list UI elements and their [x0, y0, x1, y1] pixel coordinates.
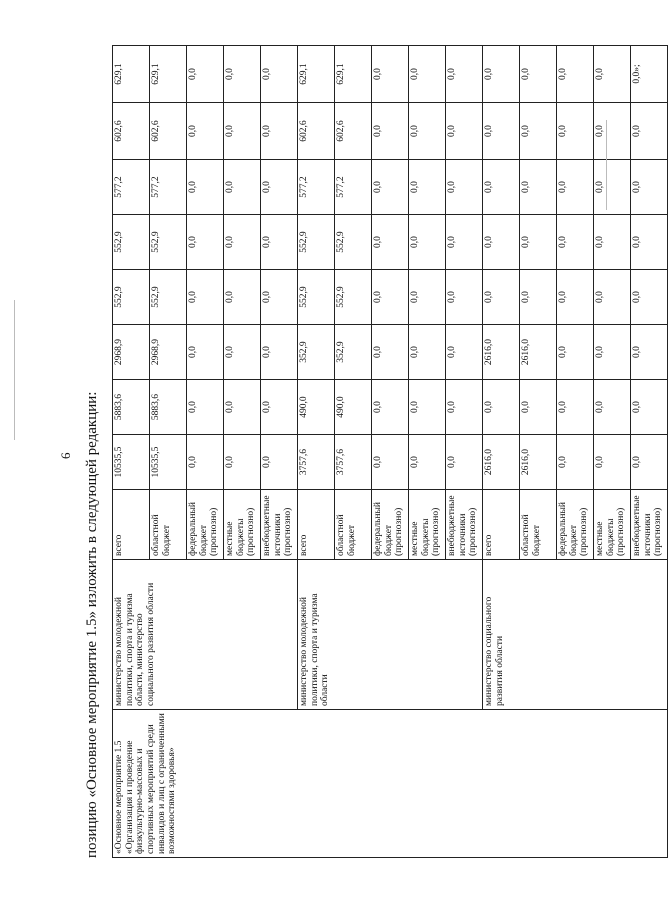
- value-cell: 10535,5: [150, 435, 187, 490]
- value-cell: 0,0: [520, 270, 557, 325]
- value-cell: 0,0: [594, 325, 631, 380]
- value-cell: 0,0: [557, 435, 594, 490]
- value-cell: 552,9: [335, 215, 372, 270]
- value-cell: 0,0: [372, 325, 409, 380]
- value-cell: 552,9: [298, 215, 335, 270]
- value-cell: 0,0: [520, 160, 557, 215]
- value-cell: 0,0: [187, 270, 224, 325]
- value-cell: 0,0: [520, 46, 557, 103]
- value-cell: 0,0: [224, 435, 261, 490]
- value-cell: 0,0: [409, 325, 446, 380]
- value-cell: 0,0: [261, 215, 298, 270]
- value-cell: 0,0: [261, 270, 298, 325]
- value-cell: 0,0: [594, 215, 631, 270]
- value-cell: 0,0: [224, 380, 261, 435]
- value-cell: 0,0: [557, 103, 594, 160]
- value-cell: 2968,9: [150, 325, 187, 380]
- value-cell: 0,0: [483, 270, 520, 325]
- value-cell: 629,1: [150, 46, 187, 103]
- value-cell: 0,0: [557, 215, 594, 270]
- funding-source-cell: федеральный бюджет (прогнозно): [557, 490, 594, 560]
- value-cell: 0,0: [446, 46, 483, 103]
- value-cell: 602,6: [335, 103, 372, 160]
- value-cell: 0,0: [187, 435, 224, 490]
- executor-cell: министерство молодежной политики, спорта и туризма области: [298, 560, 483, 710]
- value-cell: 0,0: [520, 215, 557, 270]
- value-cell: 0,0: [594, 380, 631, 435]
- value-cell: 0,0: [224, 160, 261, 215]
- value-cell: 629,1: [335, 46, 372, 103]
- value-cell: 0,0: [631, 160, 668, 215]
- value-cell: 552,9: [113, 215, 150, 270]
- value-cell: 0,0: [372, 380, 409, 435]
- value-cell: 602,6: [113, 103, 150, 160]
- value-cell: 0,0: [261, 325, 298, 380]
- funding-source-cell: областной бюджет: [150, 490, 187, 560]
- value-cell: 0,0: [446, 103, 483, 160]
- value-cell: 0,0: [557, 270, 594, 325]
- funding-source-cell: внебюджетные источники (прогнозно): [631, 490, 668, 560]
- value-cell: 0,0: [557, 46, 594, 103]
- value-cell: 0,0: [261, 435, 298, 490]
- value-cell: 0,0: [594, 103, 631, 160]
- value-cell: 0,0: [409, 380, 446, 435]
- funding-source-cell: всего: [113, 490, 150, 560]
- funding-source-cell: внебюджетные источники (прогнозно): [446, 490, 483, 560]
- value-cell: 0,0: [261, 380, 298, 435]
- value-cell: 0,0: [372, 160, 409, 215]
- page-number: 6: [58, 452, 73, 459]
- value-cell: 352,9: [298, 325, 335, 380]
- value-cell: 0,0: [409, 270, 446, 325]
- value-cell: 0,0: [187, 46, 224, 103]
- value-cell: 5883,6: [113, 380, 150, 435]
- value-cell: 5883,6: [150, 380, 187, 435]
- value-cell: 0,0: [187, 160, 224, 215]
- value-cell: 602,6: [150, 103, 187, 160]
- value-cell: 0,0: [409, 215, 446, 270]
- value-cell: 0,0: [446, 380, 483, 435]
- value-cell: 2616,0: [483, 435, 520, 490]
- value-cell: 0,0: [594, 46, 631, 103]
- value-cell: 0,0: [631, 103, 668, 160]
- value-cell: 0,0: [224, 325, 261, 380]
- scan-artifact: [606, 120, 607, 210]
- value-cell: 552,9: [150, 215, 187, 270]
- value-cell: 3757,6: [298, 435, 335, 490]
- value-cell: 0,0: [594, 160, 631, 215]
- value-cell: 0,0: [187, 103, 224, 160]
- funding-source-cell: местные бюджеты (прогнозно): [594, 490, 631, 560]
- value-cell: 0,0: [187, 215, 224, 270]
- value-cell: 2616,0: [483, 325, 520, 380]
- value-cell: 577,2: [298, 160, 335, 215]
- value-cell: 0,0: [594, 270, 631, 325]
- value-cell: 0,0: [520, 380, 557, 435]
- value-cell: 0,0: [224, 270, 261, 325]
- scan-artifact: [14, 300, 15, 440]
- value-cell: 2616,0: [520, 325, 557, 380]
- funding-source-cell: всего: [298, 490, 335, 560]
- value-cell: 0,0: [631, 325, 668, 380]
- value-cell: 0,0: [372, 435, 409, 490]
- value-cell: 2968,9: [113, 325, 150, 380]
- value-cell: 0,0: [594, 435, 631, 490]
- value-cell: 552,9: [150, 270, 187, 325]
- value-cell: 0,0: [372, 270, 409, 325]
- value-cell: 0,0: [224, 215, 261, 270]
- financing-table: [112, 45, 668, 858]
- value-cell: 0,0: [372, 46, 409, 103]
- value-cell: 0,0: [631, 380, 668, 435]
- value-cell: 0,0: [261, 103, 298, 160]
- value-cell: 552,9: [335, 270, 372, 325]
- value-cell: 352,9: [335, 325, 372, 380]
- measure-name-cell: «Основное мероприятие 1.5 «Организация и проведение физкультурно-массовых и спортивных мероприятий среди инвалидов и лиц с ограниченными возможностями здоровья»: [113, 710, 668, 858]
- value-cell: 552,9: [298, 270, 335, 325]
- value-cell: 577,2: [335, 160, 372, 215]
- value-cell: 577,2: [150, 160, 187, 215]
- value-cell: 0,0: [446, 215, 483, 270]
- value-cell: 0,0: [631, 270, 668, 325]
- value-cell: 0,0: [483, 215, 520, 270]
- executor-cell: министерство социального развития области: [483, 560, 668, 710]
- funding-source-cell: областной бюджет: [520, 490, 557, 560]
- value-cell: 0,0: [446, 160, 483, 215]
- value-cell: 490,0: [298, 380, 335, 435]
- value-cell: 2616,0: [520, 435, 557, 490]
- value-cell: 0,0: [557, 380, 594, 435]
- funding-source-cell: внебюджетные источники (прогнозно): [261, 490, 298, 560]
- value-cell: 10535,5: [113, 435, 150, 490]
- value-cell: 0,0: [261, 46, 298, 103]
- value-cell: 0,0: [483, 103, 520, 160]
- funding-source-cell: местные бюджеты (прогнозно): [224, 490, 261, 560]
- value-cell: 0,0: [409, 46, 446, 103]
- value-cell: 0,0: [483, 380, 520, 435]
- value-cell: 0,0: [372, 215, 409, 270]
- value-cell: 0,0: [187, 380, 224, 435]
- value-cell: 0,0: [446, 270, 483, 325]
- value-cell: 490,0: [335, 380, 372, 435]
- value-cell: 602,6: [298, 103, 335, 160]
- amendment-heading: позицию «Основное мероприятие 1.5» изложить в следующей редакции:: [84, 391, 100, 858]
- value-cell: 0,0: [557, 160, 594, 215]
- value-cell: 0,0»;: [631, 46, 668, 103]
- value-cell: 0,0: [409, 160, 446, 215]
- financing-table-body: [113, 46, 668, 858]
- value-cell: 0,0: [483, 160, 520, 215]
- value-cell: 552,9: [113, 270, 150, 325]
- value-cell: 0,0: [224, 46, 261, 103]
- value-cell: 0,0: [224, 103, 261, 160]
- value-cell: 0,0: [409, 435, 446, 490]
- funding-source-cell: местные бюджеты (прогнозно): [409, 490, 446, 560]
- value-cell: 0,0: [631, 435, 668, 490]
- value-cell: 0,0: [446, 435, 483, 490]
- value-cell: 577,2: [113, 160, 150, 215]
- value-cell: 0,0: [409, 103, 446, 160]
- value-cell: 0,0: [631, 215, 668, 270]
- table-row: [113, 46, 150, 858]
- value-cell: 0,0: [520, 103, 557, 160]
- funding-source-cell: федеральный бюджет (прогнозно): [372, 490, 409, 560]
- value-cell: 0,0: [483, 46, 520, 103]
- value-cell: 0,0: [372, 103, 409, 160]
- value-cell: 0,0: [261, 160, 298, 215]
- value-cell: 0,0: [557, 325, 594, 380]
- funding-source-cell: федеральный бюджет (прогнозно): [187, 490, 224, 560]
- funding-source-cell: областной бюджет: [335, 490, 372, 560]
- value-cell: 629,1: [298, 46, 335, 103]
- executor-cell: министерство молодежной политики, спорта и туризма области, министерство социального развития области: [113, 560, 298, 710]
- value-cell: 0,0: [446, 325, 483, 380]
- value-cell: 3757,6: [335, 435, 372, 490]
- value-cell: 0,0: [187, 325, 224, 380]
- funding-source-cell: всего: [483, 490, 520, 560]
- value-cell: 629,1: [113, 46, 150, 103]
